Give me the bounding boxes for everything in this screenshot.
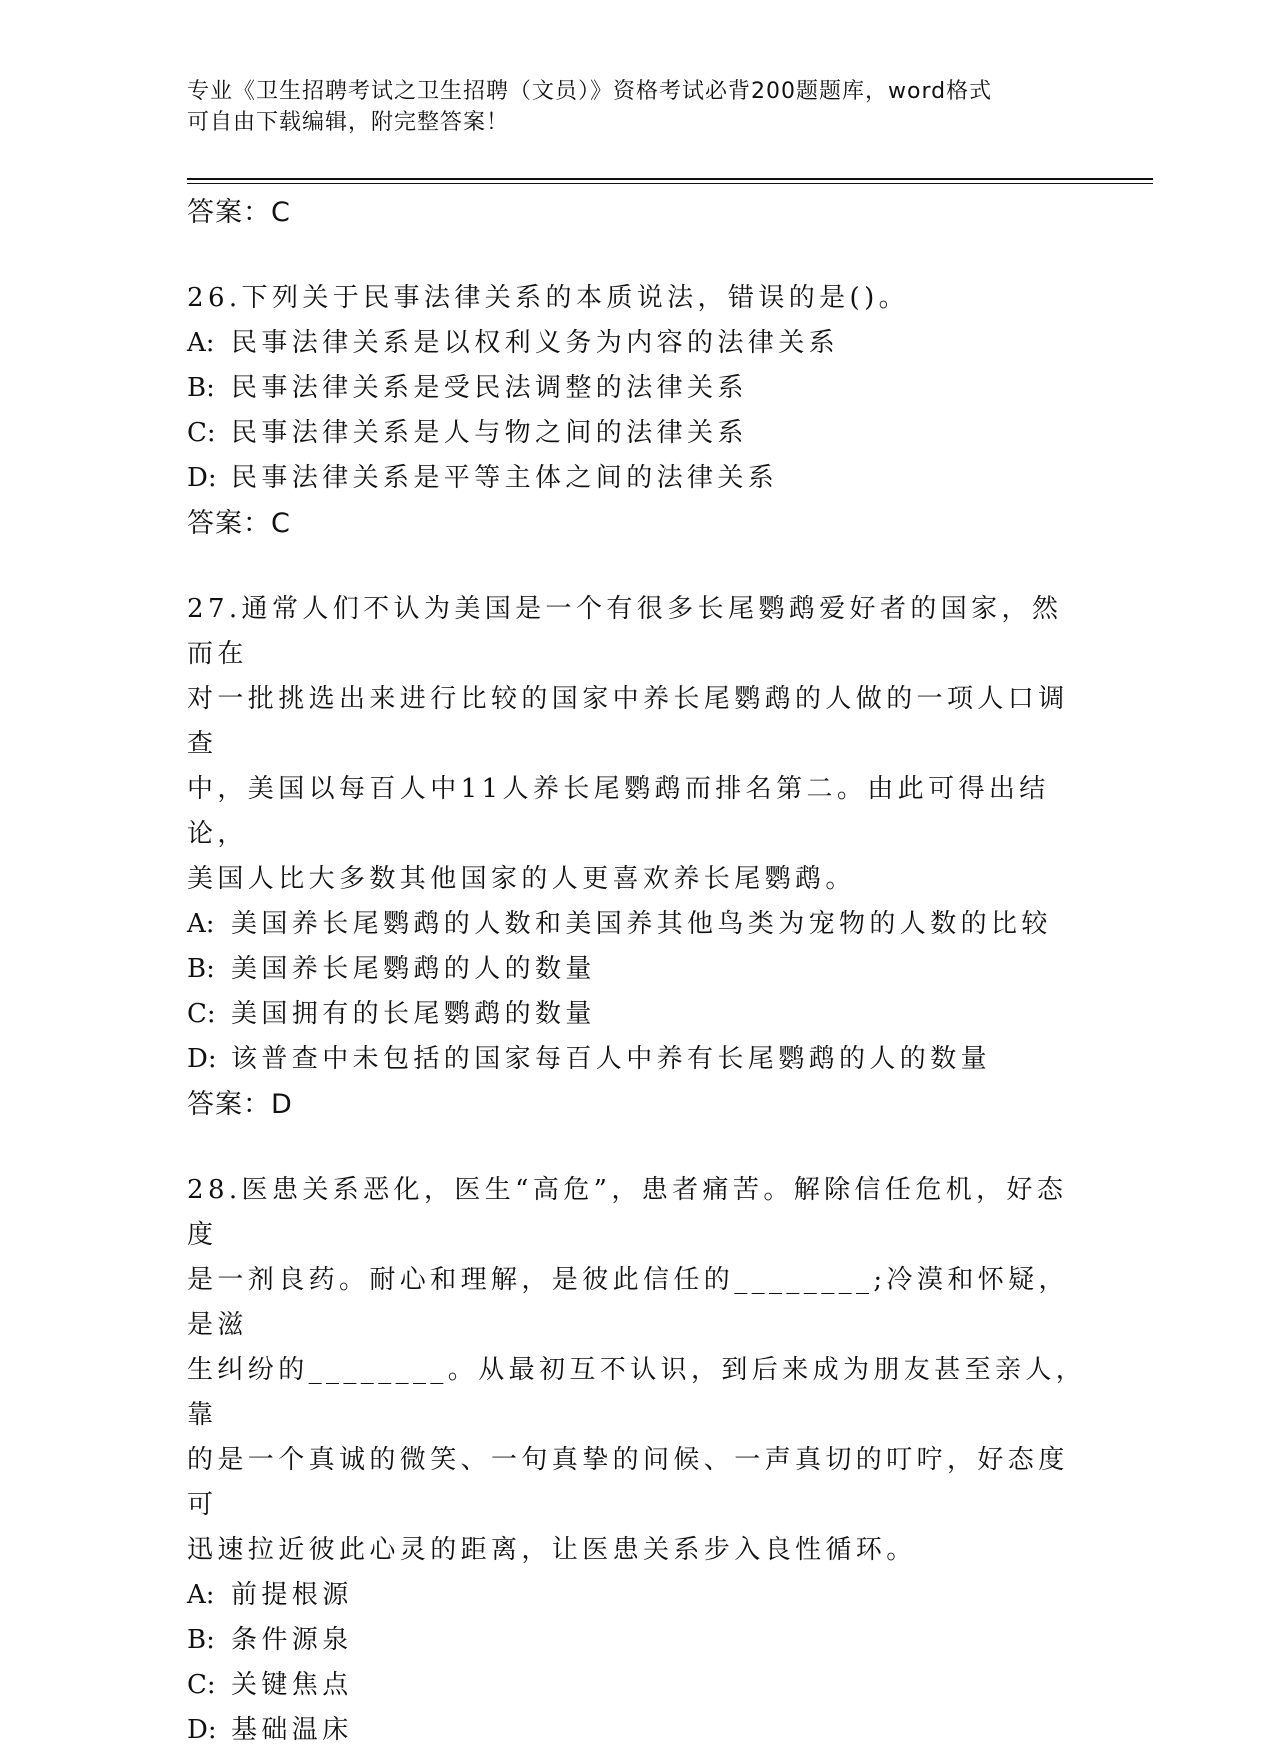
option-text: 该普查中未包括的国家每百人中养有长尾鹦鹉的人的数量 [231, 1044, 992, 1074]
option-label: A: [187, 328, 215, 358]
option-label: C: [187, 999, 216, 1029]
option-d [187, 1708, 1087, 1753]
question-28 [187, 1168, 1087, 1753]
stem-line: 迅速拉近彼此心灵的距离，让医患关系步入良性循环。 [187, 1535, 917, 1565]
option-text: 基础温床 [231, 1715, 353, 1745]
question-stem [187, 276, 1087, 321]
header-line-1: 专业《卫生招聘考试之卫生招聘（文员）》资格考试必背200题题库，word格式 [187, 79, 993, 104]
option-label: A: [187, 1580, 215, 1610]
option-a [187, 1573, 1087, 1618]
option-text: 前提根源 [231, 1580, 353, 1610]
option-c [187, 992, 1087, 1037]
option-a [187, 321, 1087, 366]
stem-line: 是一剂良药。耐心和理解，是彼此信任的________;冷漠和怀疑，是滋 [187, 1265, 1069, 1340]
previous-answer: 答案：C [187, 197, 291, 228]
stem-line: 26.下列关于民事法律关系的本质说法，错误的是()。 [187, 283, 910, 313]
option-b [187, 366, 1087, 411]
option-label: B: [187, 373, 215, 403]
header-line-2: 可自由下载编辑，附完整答案！ [187, 110, 510, 135]
option-a [187, 902, 1087, 947]
option-text: 美国养长尾鹦鹉的人的数量 [231, 954, 596, 984]
question-26 [187, 276, 1087, 547]
option-label: B: [187, 954, 215, 984]
stem-line: 对一批挑选出来进行比较的国家中养长尾鹦鹉的人做的一项人口调查 [187, 684, 1069, 759]
option-text: 民事法律关系是以权利义务为内容的法律关系 [231, 328, 840, 358]
stem-line: 27.通常人们不认为美国是一个有很多长尾鹦鹉爱好者的国家，然而在 [187, 594, 1063, 669]
option-text: 民事法律关系是人与物之间的法律关系 [231, 418, 748, 448]
option-text: 关键焦点 [231, 1670, 353, 1700]
question-27 [187, 587, 1087, 1128]
option-text: 美国养长尾鹦鹉的人数和美国养其他鸟类为宠物的人数的比较 [231, 909, 1052, 939]
stem-line: 中，美国以每百人中11人养长尾鹦鹉而排名第二。由此可得出结论， [187, 774, 1050, 849]
option-label: C: [187, 418, 216, 448]
question-list [187, 188, 1087, 1753]
answer-line: 答案：D [187, 1089, 293, 1120]
option-c [187, 411, 1087, 456]
stem-line: 生纠纷的________。从最初互不认识，到后来成为朋友甚至亲人，靠 [187, 1355, 1087, 1430]
option-text: 美国拥有的长尾鹦鹉的数量 [231, 999, 596, 1029]
option-label: A: [187, 909, 215, 939]
document-header [187, 76, 1067, 138]
stem-line: 的是一个真诚的微笑、一句真挚的问候、一声真切的叮咛，好态度可 [187, 1445, 1069, 1520]
option-label: B: [187, 1625, 215, 1655]
option-label: C: [187, 1670, 216, 1700]
question-stem [187, 1168, 1087, 1573]
option-text: 条件源泉 [231, 1625, 353, 1655]
stem-line: 美国人比大多数其他国家的人更喜欢养长尾鹦鹉。 [187, 864, 856, 894]
option-d [187, 1037, 1087, 1082]
option-d [187, 456, 1087, 501]
option-label: D: [187, 463, 217, 493]
option-text: 民事法律关系是平等主体之间的法律关系 [231, 463, 779, 493]
stem-line: 28.医患关系恶化，医生“高危”，患者痛苦。解除信任危机，好态度 [187, 1175, 1068, 1250]
header-divider-thick [187, 178, 1153, 180]
option-label: D: [187, 1715, 217, 1745]
option-c [187, 1663, 1087, 1708]
option-b [187, 947, 1087, 992]
answer-line: 答案：C [187, 508, 291, 539]
option-b [187, 1618, 1087, 1663]
question-stem [187, 587, 1087, 902]
option-label: D: [187, 1044, 217, 1074]
header-divider-thin [187, 183, 1153, 184]
option-text: 民事法律关系是受民法调整的法律关系 [231, 373, 748, 403]
